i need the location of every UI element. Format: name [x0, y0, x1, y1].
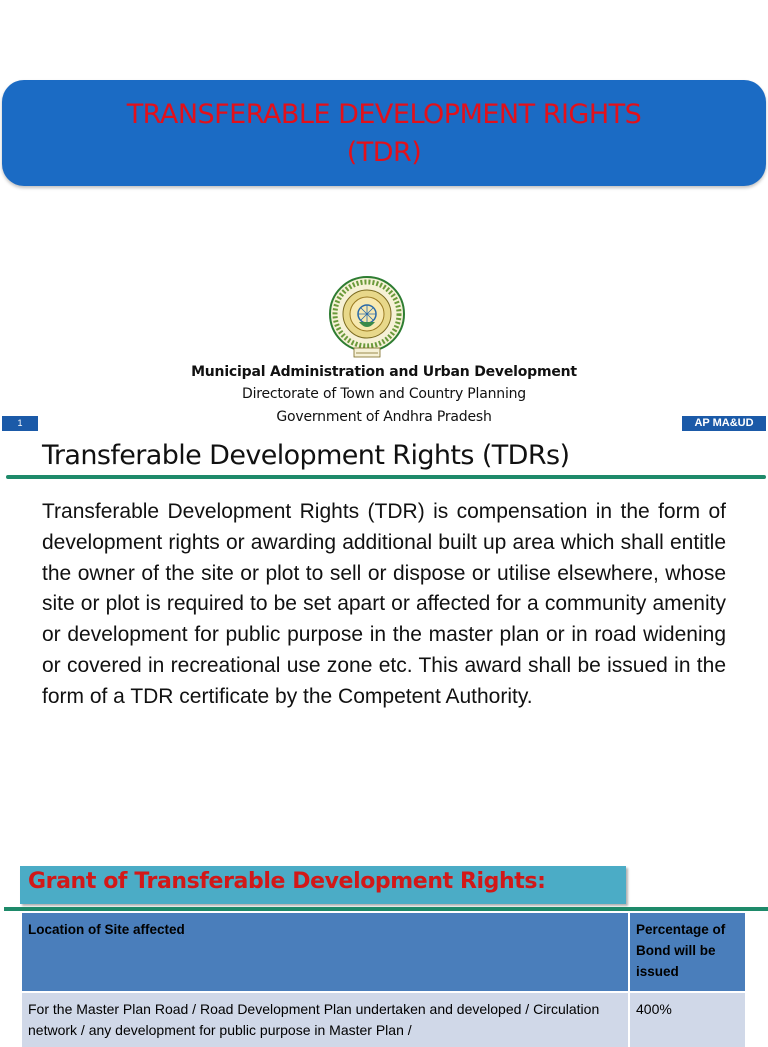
section-heading: Transferable Development Rights (TDRs) — [42, 440, 570, 471]
grant-banner — [20, 866, 626, 904]
table-cell-percentage: 400% — [629, 992, 746, 1047]
org-line-3: Government of Andhra Pradesh — [276, 409, 492, 425]
table-cell-location: For the Master Plan Road / Road Development Plan undertaken and developed / Circulation network / any development for public purpose in Master Plan / — [22, 992, 629, 1047]
state-emblem-icon — [326, 276, 408, 360]
title-banner — [2, 80, 766, 186]
definition-paragraph: Transferable Development Rights (TDR) is compensation in the form of development rights or awarding additional built up area which shall entitle the owner of the site or plot to sell or dispose or utilise elsewhere, whose site or plot is required to be set apart or affected for a community amenity or development for public purpose in the master plan or in road widening or covered in recreational use zone etc. This award shall be issued in the form of a TDR certificate by the Competent Authority. — [42, 500, 726, 708]
slide-title — [2, 96, 766, 172]
org-line-2: Directorate of Town and Country Planning — [242, 386, 526, 402]
table-header-row — [22, 913, 746, 992]
heading-divider — [6, 475, 766, 479]
organization-block — [0, 362, 768, 429]
table-row — [22, 992, 746, 1047]
title-line-1: TRANSFERABLE DEVELOPMENT RIGHTS — [126, 99, 642, 130]
footer-tag: AP MA&UD — [682, 416, 766, 431]
table-header-location: Location of Site affected — [22, 913, 629, 992]
grant-banner-text: Grant of Transferable Development Rights: — [28, 869, 546, 894]
tdr-grant-table — [22, 913, 747, 1047]
title-line-2: (TDR) — [346, 137, 422, 168]
slide-number-badge: 1 — [2, 416, 38, 431]
table-header-percentage: Percentage of Bond will be issued — [629, 913, 746, 992]
org-line-1: Municipal Administration and Urban Development — [191, 364, 577, 380]
grant-divider — [4, 907, 768, 911]
